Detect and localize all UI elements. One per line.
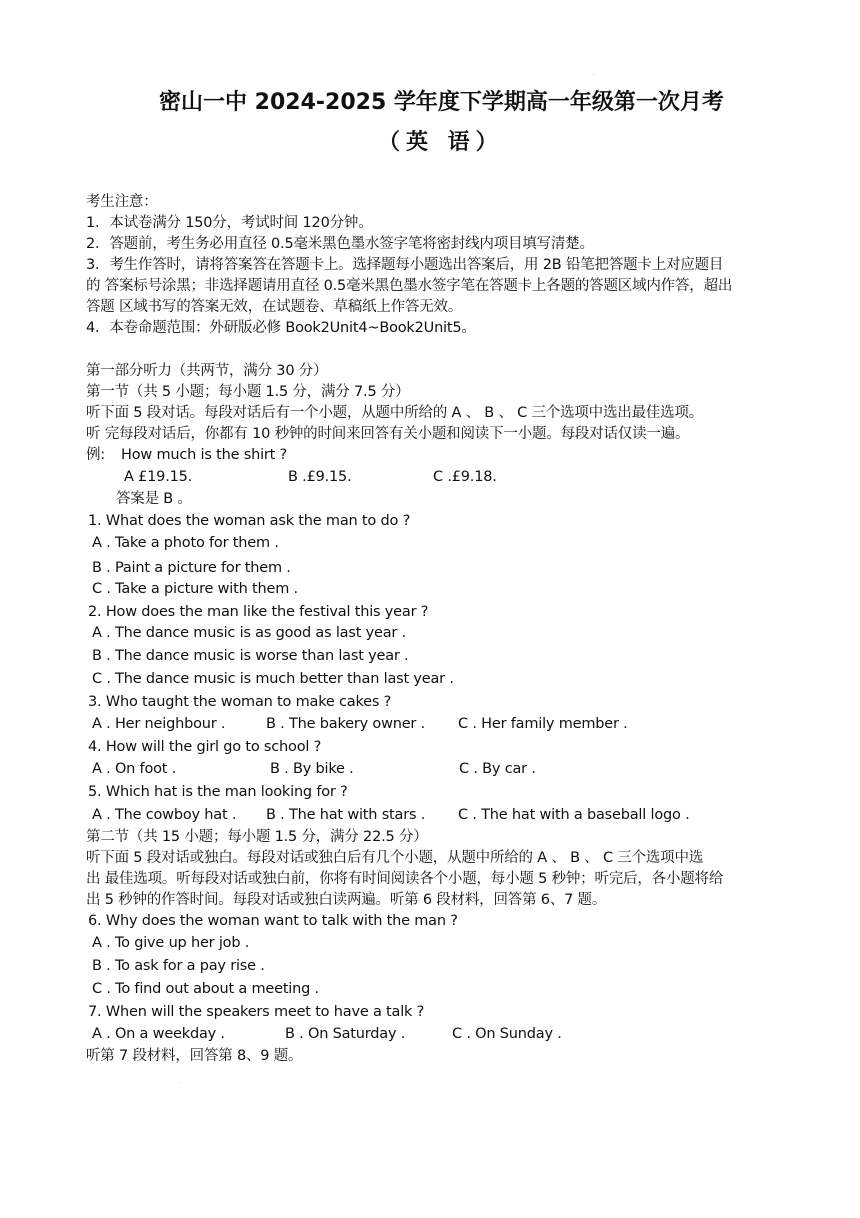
- notice-line: 1．本试卷满分 150分，考试时间 120分钟。: [86, 215, 373, 231]
- section-heading: 第二节（共 15 小题；每小题 1.5 分，满分 22.5 分）: [86, 829, 428, 845]
- question-option: B . On Saturday .: [285, 1026, 406, 1042]
- question-text: 6. Why does the woman want to talk with the man ?: [88, 913, 458, 929]
- notice-line: 3．考生作答时，请将答案答在答题卡上。选择题每小题选出答案后，用 2B 铅笔把答题卡上对应题目: [86, 257, 724, 273]
- example-label: 例:: [86, 447, 105, 463]
- question-text: 5. Which hat is the man looking for ?: [88, 784, 348, 800]
- question-option: C . By car .: [459, 761, 536, 777]
- question-option: C . Take a picture with them .: [92, 581, 298, 597]
- notice-heading: 考生注意：: [86, 194, 158, 210]
- section-heading: 第一节（共 5 小题；每小题 1.5 分，满分 7.5 分）: [86, 384, 410, 400]
- question-option: A . On foot .: [92, 761, 177, 777]
- section-instructions: 听下面 5 段对话或独白。每段对话或独白后有几个小题，从题中所给的 A 、 B 、 C 三个选项中选: [86, 850, 704, 866]
- notice-line: 的 答案标号涂黑；非选择题请用直径 0.5毫米黑色墨水签字笔在答题卡上各题的答题区域内作答，超出: [86, 278, 733, 294]
- question-option: B . The hat with stars .: [266, 807, 426, 823]
- question-option: A . To give up her job .: [92, 935, 250, 951]
- question-option: B . To ask for a pay rise .: [92, 958, 265, 974]
- question-option: C . The hat with a baseball logo .: [458, 807, 690, 823]
- section-instructions: 听下面 5 段对话。每段对话后有一个小题，从题中所给的 A 、 B 、 C 三个选项中选出最佳选项。: [86, 405, 704, 421]
- section-instructions: 出 5 秒钟的作答时间。每段对话或独白读两遍。听第 6 段材料，回答第 6、7 题。: [86, 892, 607, 908]
- notice-line: 答题 区域书写的答案无效，在试题卷、草稿纸上作答无效。: [86, 299, 463, 315]
- question-option: A . The dance music is as good as last year .: [92, 625, 406, 641]
- scan-mark: ·: [593, 72, 595, 79]
- question-text: 3. Who taught the woman to make cakes ?: [88, 694, 392, 710]
- question-option: B . The dance music is worse than last year .: [92, 648, 409, 664]
- section-instructions: 出 最佳选项。听每段对话或独白前，你将有时间阅读各个小题，每小题 5 秒钟；听完后，各小题将给: [86, 871, 724, 887]
- question-option: C . To find out about a meeting .: [92, 981, 319, 997]
- question-option: C . On Sunday .: [452, 1026, 562, 1042]
- question-option: C . The dance music is much better than last year .: [92, 671, 454, 687]
- example-option: B .£9.15.: [288, 469, 352, 485]
- question-option: B . By bike .: [270, 761, 354, 777]
- example-question: How much is the shirt ?: [121, 447, 288, 463]
- question-text: 4. How will the girl go to school ?: [88, 739, 322, 755]
- page-title: 密山一中 2024-2025 学年度下学期高一年级第一次月考: [159, 90, 724, 115]
- question-option: C . Her family member .: [458, 716, 628, 732]
- notice-line: 2．答题前，考生务必用直径 0.5毫米黑色墨水签字笔将密封线内项目填写清楚。: [86, 236, 594, 252]
- example-option: C .£9.18.: [433, 469, 497, 485]
- next-material: 听第 7 段材料，回答第 8、9 题。: [86, 1048, 303, 1064]
- question-text: 7. When will the speakers meet to have a talk ?: [88, 1004, 425, 1020]
- page-subtitle: （英 语）: [378, 130, 504, 155]
- example-option: A £19.15.: [124, 469, 193, 485]
- part-heading: 第一部分听力（共两节，满分 30 分）: [86, 363, 328, 379]
- question-option: A . On a weekday .: [92, 1026, 225, 1042]
- example-answer: 答案是 B 。: [116, 491, 192, 507]
- question-text: 1. What does the woman ask the man to do ?: [88, 513, 411, 529]
- question-option: A . Take a photo for them .: [92, 535, 279, 551]
- question-text: 2. How does the man like the festival this year ?: [88, 604, 429, 620]
- notice-line: 4．本卷命题范围：外研版必修 Book2Unit4~Book2Unit5。: [86, 320, 476, 336]
- question-option: B . Paint a picture for them .: [92, 560, 291, 576]
- scan-mark: ·: [178, 1080, 180, 1087]
- question-option: A . The cowboy hat .: [92, 807, 237, 823]
- section-instructions: 听 完每段对话后，你都有 10 秒钟的时间来回答有关小题和阅读下一小题。每段对话仅读一遍。: [86, 426, 690, 442]
- question-option: B . The bakery owner .: [266, 716, 426, 732]
- question-option: A . Her neighbour .: [92, 716, 226, 732]
